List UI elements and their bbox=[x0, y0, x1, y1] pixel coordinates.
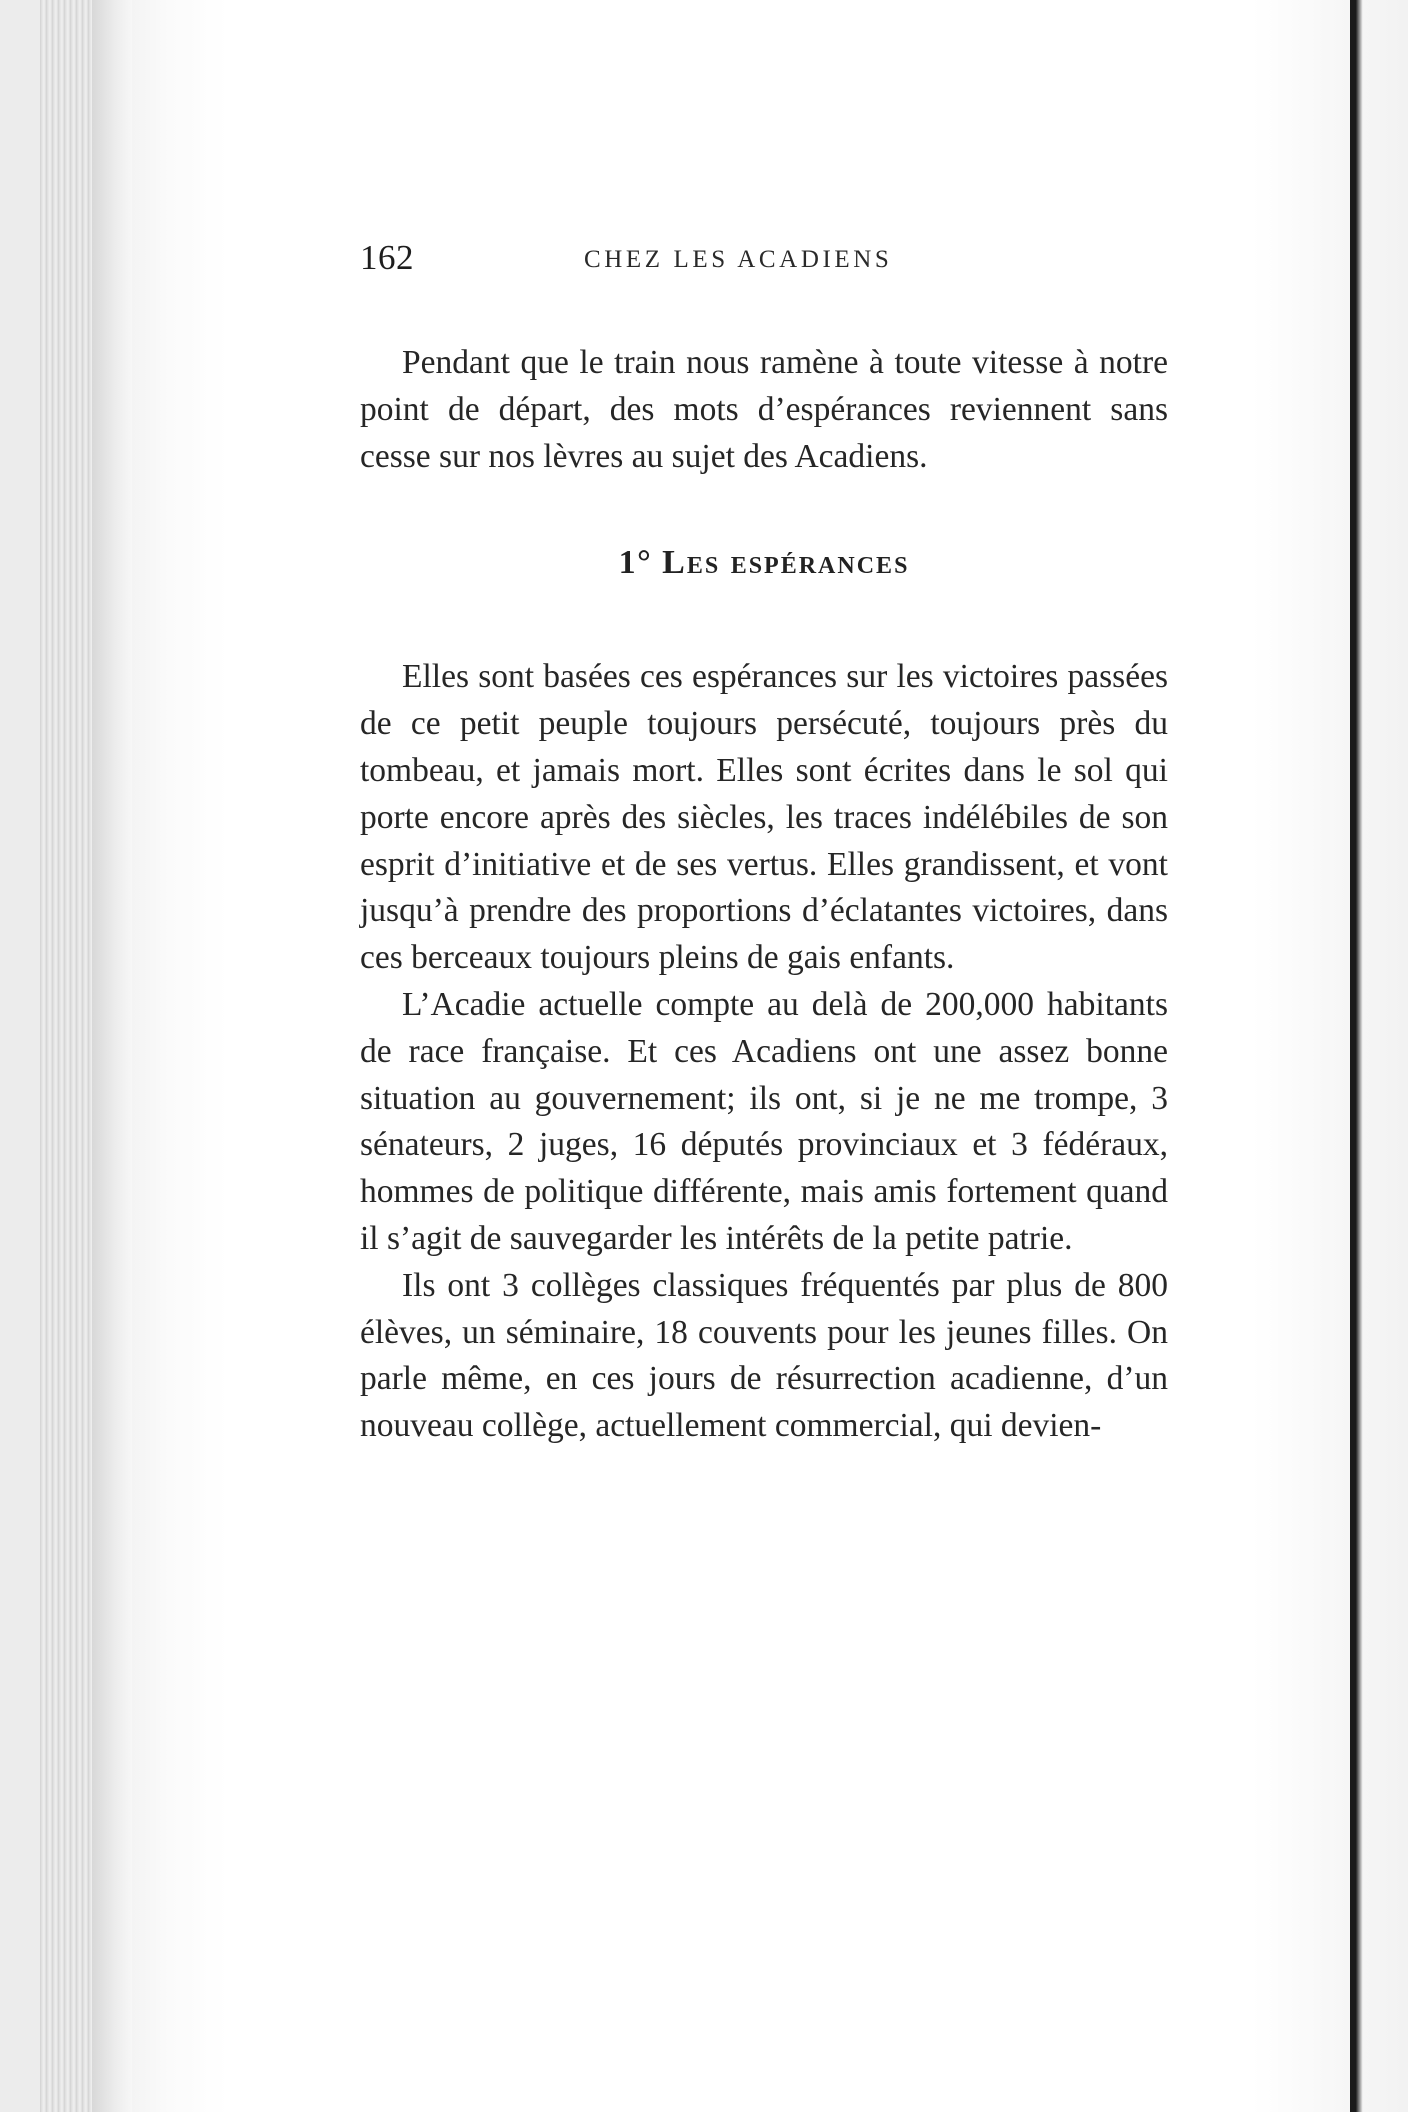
page-body bbox=[360, 340, 1168, 1450]
section-title: Les espérances bbox=[662, 544, 910, 582]
section-paragraph: Elles sont basées ces espérances sur les victoires passées de ce petit peuple toujours persécuté, toujours près du tombeau, et jamais mort. Elles sont écrites dans le sol qui porte encore après des siècles, les traces indélébiles de son esprit d’initiative et de ses vertus. Elles grandissent, et vont jusqu’à prendre des proportions d’éclatantes victoires, dans ces berceaux toujours pleins de gais enfants. bbox=[360, 658, 1168, 977]
section-paragraph: L’Acadie actuelle compte au delà de 200,000 habitants de race française. Et ces Acadiens ont une assez bonne situation au gouvernement; ils ont, si je ne me trompe, 3 sénateurs, 2 juges, 16 députés provinciaux et 3 fédéraux, hommes de politique différente, mais amis fortement quand il s’agit de sauvegarder les intérêts de la petite patrie. bbox=[360, 985, 1168, 1257]
page-header bbox=[360, 236, 1180, 296]
section-number: 1° bbox=[618, 544, 653, 582]
section-heading bbox=[360, 540, 1168, 586]
page-number: 162 bbox=[360, 238, 414, 277]
book-gutter-shadow bbox=[92, 0, 132, 2112]
book-page-edges bbox=[40, 0, 92, 2112]
scan-right-shadow bbox=[1350, 0, 1408, 2112]
intro-paragraph: Pendant que le train nous ramène à toute vitesse à notre point de départ, des mots d’espérances reviennent sans cesse sur nos lèvres au sujet des Acadiens. bbox=[360, 344, 1168, 475]
section-paragraph: Ils ont 3 collèges classiques fréquentés par plus de 800 élèves, un séminaire, 18 couvents pour les jeunes filles. On parle même, en ces jours de résurrection acadienne, d’un nouveau collège, actuellement commercial, qui devien- bbox=[360, 1266, 1168, 1445]
scan-left-edge bbox=[0, 0, 40, 2112]
running-title: CHEZ LES ACADIENS bbox=[584, 246, 893, 273]
